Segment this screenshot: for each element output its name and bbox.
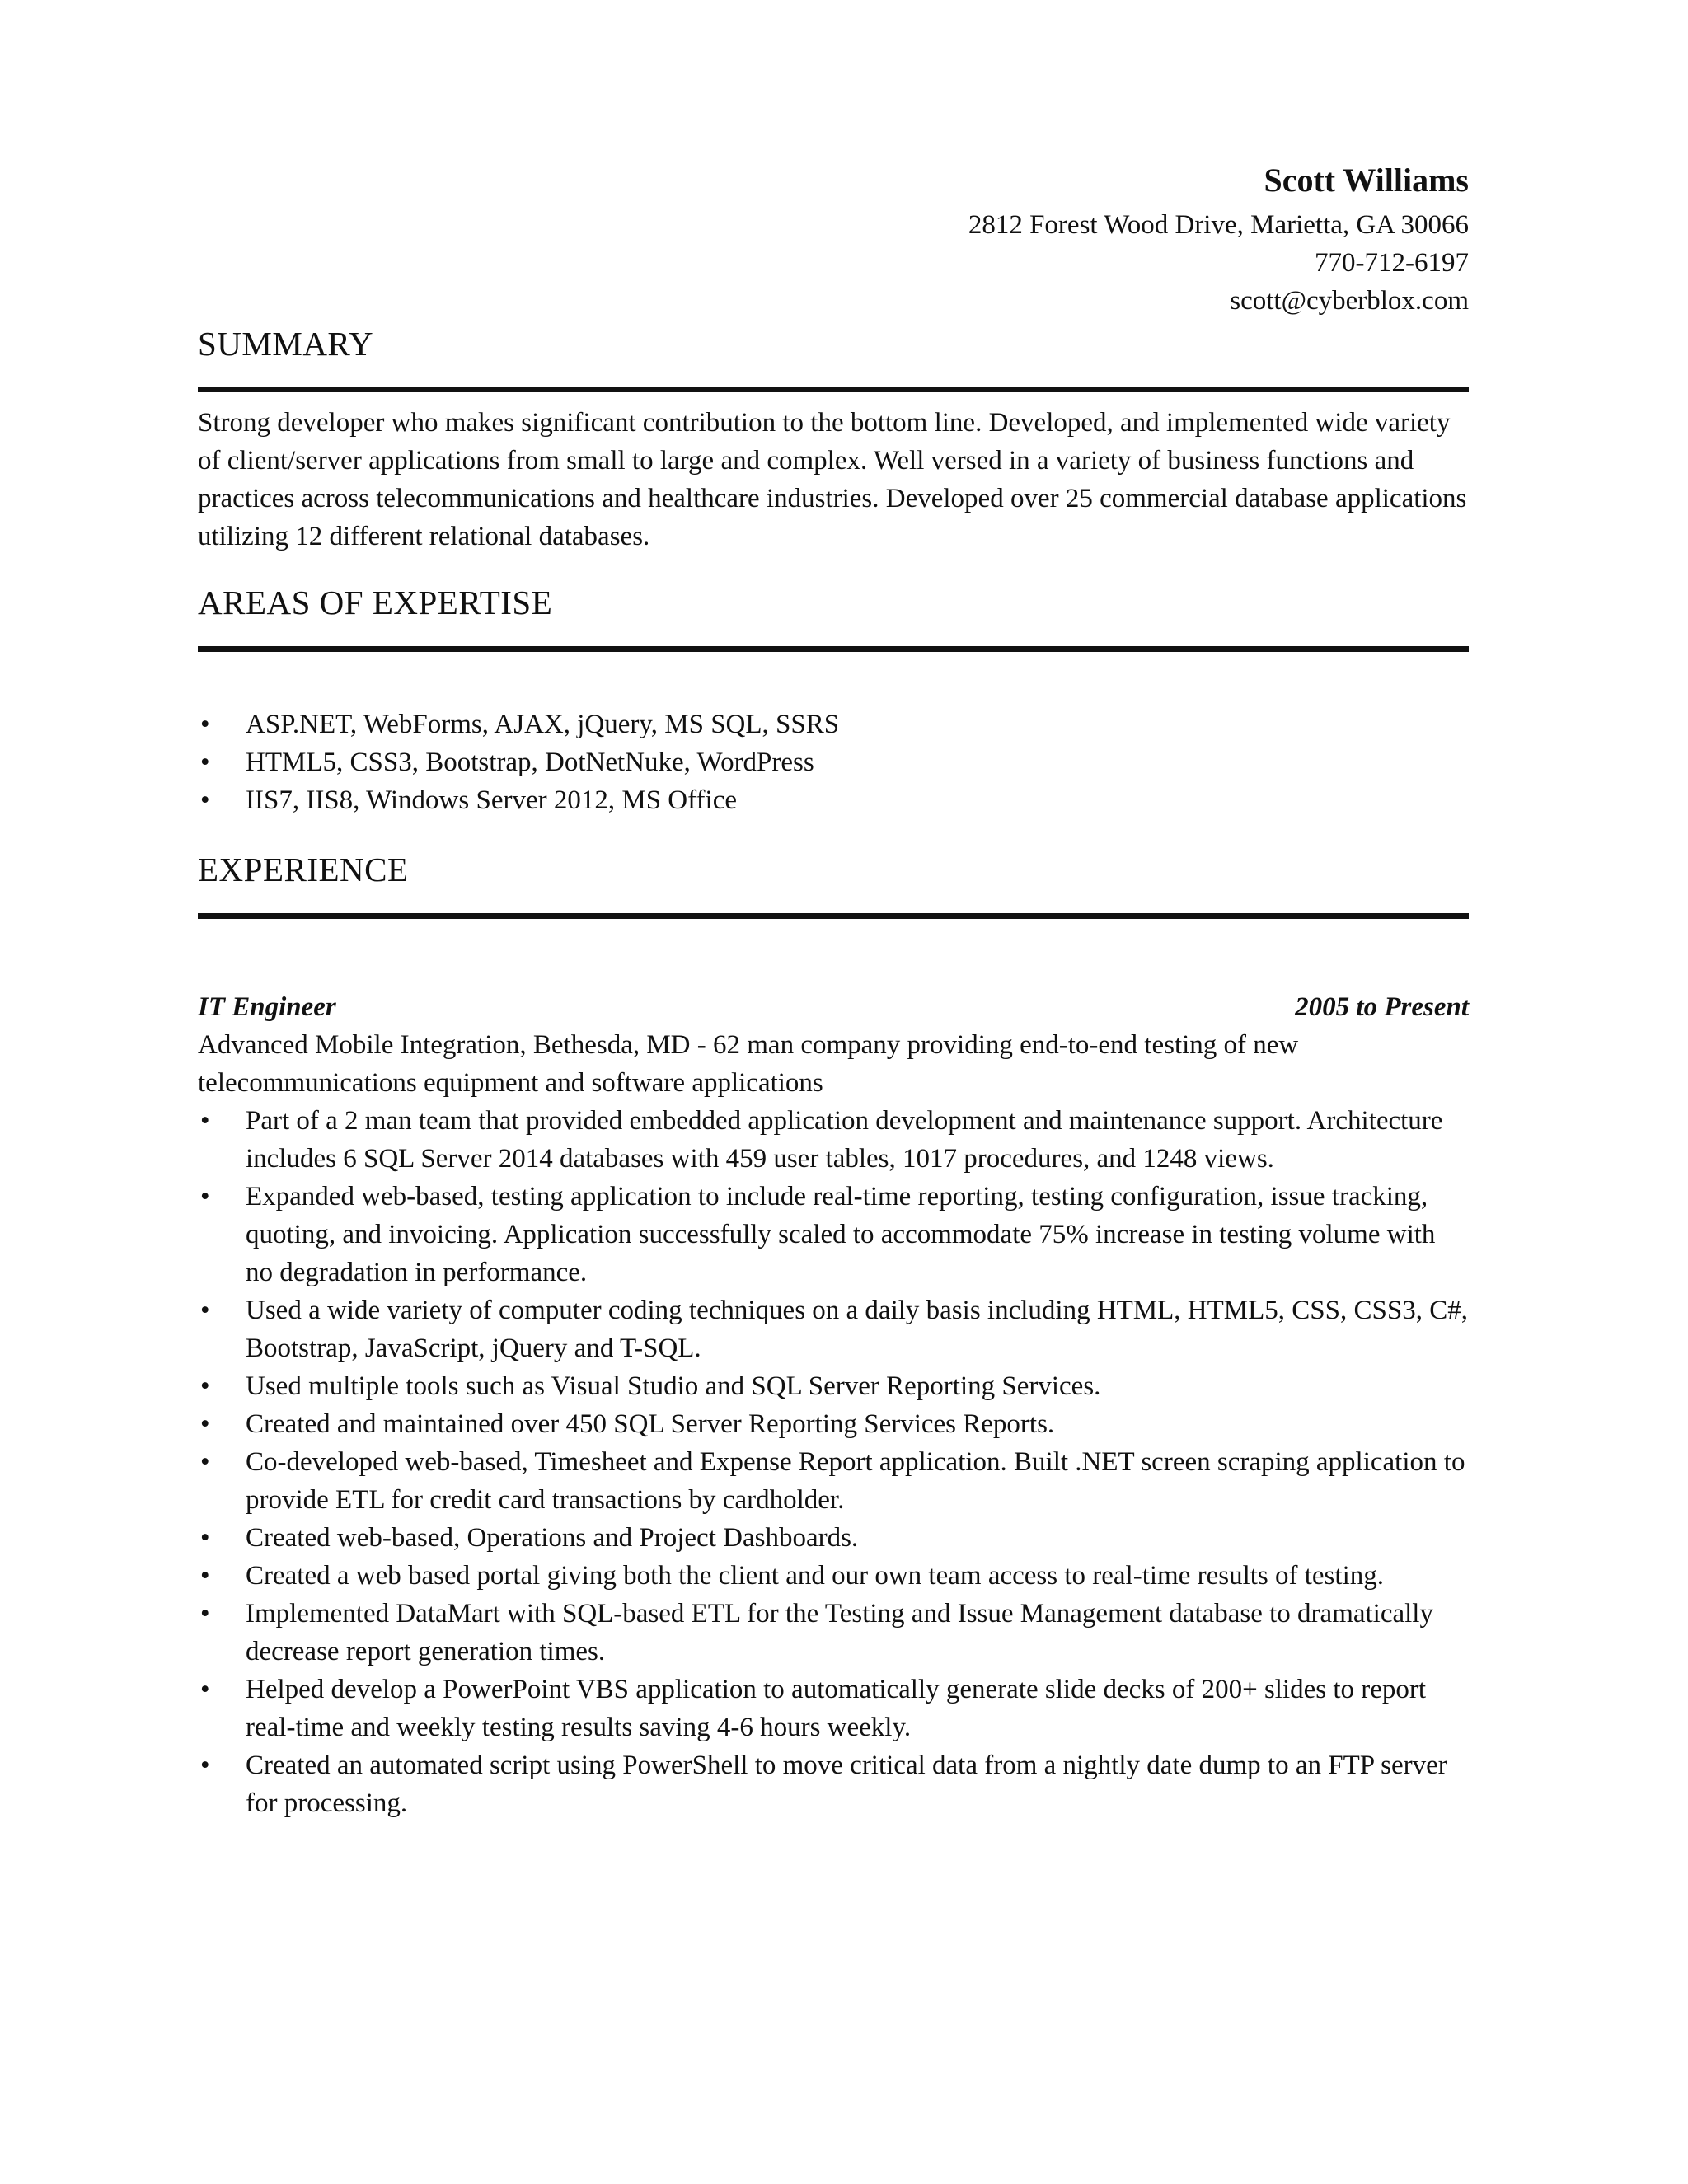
- bullet-icon: •: [200, 1371, 210, 1401]
- bullet-icon: •: [200, 785, 210, 815]
- bullet-icon: •: [200, 1599, 210, 1629]
- job-duty-text: Part of a 2 man team that provided embedded application development and maintenance support. Architecture includes 6 SQL Server 2014 databases with 459 user tables, 1017 procedures, and 1248 views.: [246, 1106, 1443, 1174]
- summary-text: Strong developer who makes significant contribution to the bottom line. Developed, and implemented wide variety of client/server applications from small to large and complex. Well versed in a variety of business functions and practices across telecommunications and healthcare industries. Developed over 25 commercial database applications utilizing 12 different relational databases.: [198, 408, 1467, 551]
- bullet-icon: •: [200, 1409, 210, 1439]
- job-duty: [198, 1367, 1469, 1405]
- job-duty-text: Used a wide variety of computer coding techniques on a daily basis including HTML, HTML5, CSS, CSS3, C#, Bootstrap, JavaScript, jQuery and T-SQL.: [246, 1296, 1468, 1363]
- contact-email: scott@cyberblox.com: [1230, 286, 1469, 316]
- expertise-item: [198, 743, 1469, 781]
- expertise-item-text: ASP.NET, WebForms, AJAX, jQuery, MS SQL, SSRS: [246, 710, 840, 739]
- expertise-item-text: IIS7, IIS8, Windows Server 2012, MS Office: [246, 785, 737, 815]
- summary-heading: SUMMARY: [198, 325, 374, 363]
- expertise-heading: AREAS OF EXPERTISE: [198, 583, 553, 621]
- job-duty: [198, 1746, 1469, 1822]
- job-duty: [198, 1671, 1469, 1746]
- job-duty-text: Created a web based portal giving both the client and our own team access to real-time results of testing.: [246, 1561, 1384, 1591]
- job-duty: [198, 1519, 1469, 1557]
- expertise-item: [198, 781, 1469, 819]
- bullet-icon: •: [200, 710, 210, 739]
- contact-header: [198, 157, 1469, 320]
- job-duty-text: Expanded web-based, testing application to include real-time reporting, testing configuration, issue tracking, quoting, and invoicing. Application successfully scaled to accommodate 75% increase in testing volume with no degradation in performance.: [246, 1182, 1436, 1287]
- job-duty-text: Helped develop a PowerPoint VBS application to automatically generate slide decks of 200+ slides to report real-time and weekly testing results saving 4-6 hours weekly.: [246, 1675, 1427, 1742]
- experience-divider: [198, 913, 1469, 919]
- job-duty: [198, 1102, 1469, 1178]
- job-duty-text: Used multiple tools such as Visual Studio and SQL Server Reporting Services.: [246, 1371, 1101, 1401]
- bullet-icon: •: [200, 1523, 210, 1553]
- job-duty: [198, 1595, 1469, 1671]
- job-company: Advanced Mobile Integration, Bethesda, MD - 62 man company providing end-to-end testing of new telecommunications equipment and software applications: [198, 1030, 1299, 1098]
- bullet-icon: •: [200, 1182, 210, 1212]
- job-duty: [198, 1443, 1469, 1519]
- bullet-icon: •: [200, 1106, 210, 1136]
- bullet-icon: •: [200, 1675, 210, 1704]
- job-duty-text: Created and maintained over 450 SQL Server Reporting Services Reports.: [246, 1409, 1055, 1439]
- resume-content: [198, 157, 1469, 1822]
- expertise-divider: [198, 646, 1469, 652]
- bullet-icon: •: [200, 748, 210, 777]
- bullet-icon: •: [200, 1296, 210, 1325]
- job-duty-text: Created web-based, Operations and Project Dashboards.: [246, 1523, 859, 1553]
- job-title: IT Engineer: [198, 992, 336, 1022]
- job-header: [198, 988, 1469, 1026]
- contact-address: 2812 Forest Wood Drive, Marietta, GA 30066: [968, 210, 1469, 240]
- job-duty-text: Created an automated script using PowerShell to move critical data from a nightly date dump to an FTP server for processing.: [246, 1750, 1447, 1818]
- job-duty: [198, 1291, 1469, 1367]
- job-dates: 2005 to Present: [1295, 992, 1469, 1022]
- contact-phone: 770-712-6197: [1315, 248, 1469, 278]
- job-duty-text: Co-developed web-based, Timesheet and Expense Report application. Built .NET screen scraping application to provide ETL for credit card transactions by cardholder.: [246, 1447, 1465, 1515]
- job-duties-list: [198, 1102, 1469, 1822]
- job-duty-text: Implemented DataMart with SQL-based ETL for the Testing and Issue Management database to dramatically decrease report generation times.: [246, 1599, 1433, 1666]
- job-duty: [198, 1557, 1469, 1595]
- experience-heading: EXPERIENCE: [198, 851, 409, 888]
- expertise-item: [198, 705, 1469, 743]
- summary-divider: [198, 387, 1469, 392]
- candidate-name: Scott Williams: [1264, 162, 1469, 199]
- bullet-icon: •: [200, 1750, 210, 1780]
- expertise-item-text: HTML5, CSS3, Bootstrap, DotNetNuke, WordPress: [246, 748, 814, 777]
- expertise-list: [198, 705, 1469, 819]
- bullet-icon: •: [200, 1447, 210, 1477]
- job-duty: [198, 1178, 1469, 1291]
- bullet-icon: •: [200, 1561, 210, 1591]
- job-duty: [198, 1405, 1469, 1443]
